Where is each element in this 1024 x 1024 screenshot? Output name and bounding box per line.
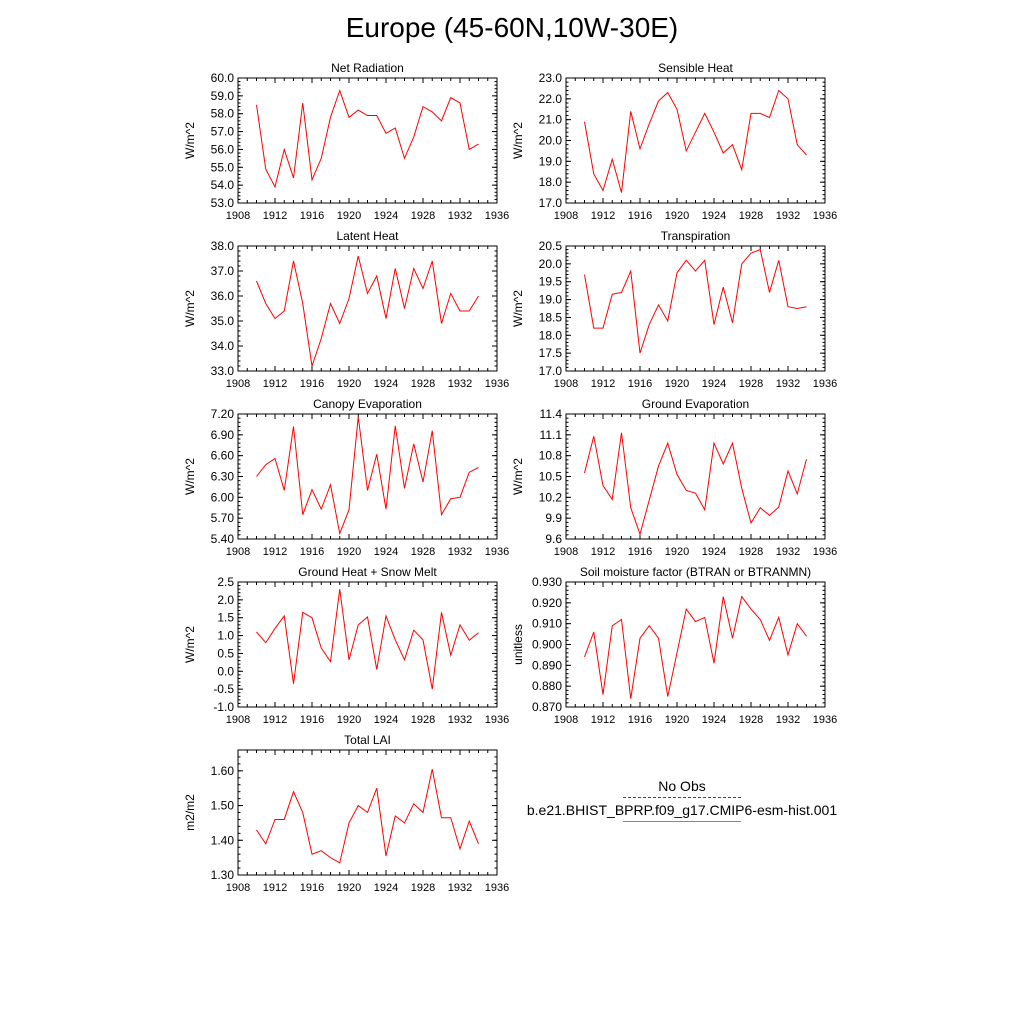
x-tick-label: 1920 bbox=[336, 210, 362, 222]
y-tick-label: 6.90 bbox=[210, 427, 234, 442]
y-tick-label: 1.30 bbox=[210, 868, 234, 882]
y-tick-label: 36.0 bbox=[210, 289, 234, 303]
y-tick-label: 9.9 bbox=[545, 511, 562, 526]
x-tick-label: 1916 bbox=[627, 210, 653, 222]
y-tick-label: 55.0 bbox=[210, 160, 234, 175]
x-tick-label: 1924 bbox=[373, 210, 399, 222]
chart-latent-heat bbox=[183, 229, 509, 390]
x-tick-label: 1912 bbox=[262, 546, 288, 558]
y-tick-label: 0.870 bbox=[531, 700, 562, 714]
chart-sensible-heat bbox=[511, 61, 837, 222]
y-tick-label: 11.1 bbox=[539, 427, 562, 442]
x-tick-label: 1932 bbox=[775, 210, 801, 222]
chart-total-lai bbox=[183, 733, 509, 894]
y-tick-label: 19.0 bbox=[538, 154, 562, 169]
x-tick-label: 1916 bbox=[299, 714, 325, 726]
chart-title: Soil moisture factor (BTRAN or BTRANMN) bbox=[579, 565, 812, 579]
y-tick-label: 0.930 bbox=[531, 575, 562, 589]
legend-model-label: b.e21.BHIST_BPRP.f09_g17.CMIP6-esm-hist.001 bbox=[526, 802, 838, 818]
chart-title: Canopy Evaporation bbox=[313, 397, 422, 411]
x-tick-label: 1924 bbox=[373, 378, 399, 390]
series-line bbox=[585, 250, 807, 354]
y-tick-label: 1.0 bbox=[217, 628, 234, 643]
x-tick-label: 1928 bbox=[738, 546, 764, 558]
legend-model-line bbox=[623, 821, 741, 822]
series-line bbox=[257, 417, 479, 534]
x-tick-label: 1912 bbox=[590, 546, 616, 558]
y-tick-label: 10.5 bbox=[538, 469, 562, 484]
chart-title: Ground Heat + Snow Melt bbox=[298, 565, 437, 579]
series-line bbox=[257, 769, 479, 863]
x-tick-label: 1932 bbox=[447, 882, 473, 894]
y-tick-label: 1.40 bbox=[210, 833, 234, 848]
x-tick-label: 1916 bbox=[627, 546, 653, 558]
y-tick-label: 2.5 bbox=[217, 575, 234, 589]
y-tick-label: 59.0 bbox=[210, 88, 234, 103]
chart-net-radiation bbox=[183, 61, 509, 222]
series-line bbox=[585, 597, 807, 699]
x-tick-label: 1928 bbox=[410, 546, 436, 558]
y-tick-label: 38.0 bbox=[210, 239, 234, 253]
y-tick-label: 6.00 bbox=[210, 490, 234, 505]
x-tick-label: 1928 bbox=[738, 714, 764, 726]
x-tick-label: 1908 bbox=[553, 378, 579, 390]
y-axis-label: W/m^2 bbox=[183, 122, 197, 159]
legend-obs-label: No Obs bbox=[658, 778, 706, 794]
y-axis-label: W/m^2 bbox=[183, 290, 197, 327]
series-line bbox=[257, 256, 479, 366]
y-axis-label: unitless bbox=[511, 624, 525, 665]
x-tick-label: 1924 bbox=[701, 546, 727, 558]
x-tick-label: 1932 bbox=[775, 378, 801, 390]
y-tick-label: 0.890 bbox=[531, 658, 562, 673]
x-tick-label: 1936 bbox=[484, 714, 510, 726]
chart-title: Transpiration bbox=[660, 229, 731, 243]
x-tick-label: 1908 bbox=[553, 210, 579, 222]
x-tick-label: 1920 bbox=[664, 210, 690, 222]
chart-title: Total LAI bbox=[344, 733, 391, 747]
x-tick-label: 1916 bbox=[299, 882, 325, 894]
x-tick-label: 1908 bbox=[225, 882, 251, 894]
x-tick-label: 1936 bbox=[484, 546, 510, 558]
y-tick-label: 1.5 bbox=[217, 610, 234, 625]
y-tick-label: 0.910 bbox=[531, 616, 562, 631]
y-axis-label: W/m^2 bbox=[511, 122, 525, 159]
x-tick-label: 1928 bbox=[410, 210, 436, 222]
y-tick-label: 22.0 bbox=[538, 91, 562, 106]
y-tick-label: 10.8 bbox=[538, 448, 562, 463]
plot-frame bbox=[238, 414, 497, 539]
y-tick-label: 37.0 bbox=[210, 264, 234, 278]
y-tick-label: 6.60 bbox=[210, 448, 234, 463]
y-tick-label: 17.0 bbox=[538, 364, 562, 378]
x-tick-label: 1924 bbox=[701, 378, 727, 390]
chart-ground-heat-snow-melt bbox=[183, 565, 509, 726]
x-tick-label: 1932 bbox=[775, 546, 801, 558]
chart-title: Latent Heat bbox=[336, 229, 399, 243]
x-tick-label: 1912 bbox=[262, 378, 288, 390]
x-tick-label: 1924 bbox=[373, 882, 399, 894]
y-tick-label: 19.0 bbox=[538, 292, 562, 307]
x-tick-label: 1928 bbox=[410, 882, 436, 894]
x-tick-label: 1924 bbox=[701, 210, 727, 222]
x-tick-label: 1916 bbox=[299, 378, 325, 390]
y-tick-label: 5.40 bbox=[210, 532, 234, 546]
y-tick-label: 0.920 bbox=[531, 595, 562, 610]
y-tick-label: 11.4 bbox=[539, 407, 562, 421]
chart-ground-evaporation bbox=[511, 397, 837, 558]
chart-title: Net Radiation bbox=[331, 61, 404, 75]
y-tick-label: 7.20 bbox=[210, 407, 234, 421]
y-tick-label: 5.70 bbox=[210, 511, 234, 526]
y-tick-label: 17.5 bbox=[538, 346, 562, 361]
series-line bbox=[257, 589, 479, 689]
x-tick-label: 1920 bbox=[664, 378, 690, 390]
page-title: Europe (45-60N,10W-30E) bbox=[345, 12, 679, 43]
x-tick-label: 1916 bbox=[627, 378, 653, 390]
x-tick-label: 1920 bbox=[336, 546, 362, 558]
x-tick-label: 1912 bbox=[590, 378, 616, 390]
y-tick-label: 0.0 bbox=[217, 664, 234, 679]
x-tick-label: 1932 bbox=[447, 714, 473, 726]
y-tick-label: 19.5 bbox=[538, 274, 562, 289]
x-tick-label: 1924 bbox=[373, 546, 399, 558]
x-tick-label: 1928 bbox=[738, 210, 764, 222]
x-tick-label: 1932 bbox=[447, 378, 473, 390]
x-tick-label: 1936 bbox=[484, 378, 510, 390]
y-tick-label: 9.6 bbox=[545, 532, 562, 546]
plot-frame bbox=[566, 582, 825, 707]
x-tick-label: 1936 bbox=[812, 546, 838, 558]
y-axis-label: W/m^2 bbox=[183, 626, 197, 663]
y-axis-label: m2/m2 bbox=[183, 794, 197, 831]
y-tick-label: 0.5 bbox=[217, 646, 234, 661]
y-tick-label: 21.0 bbox=[538, 112, 562, 127]
y-tick-label: 2.0 bbox=[217, 592, 234, 607]
x-tick-label: 1908 bbox=[225, 546, 251, 558]
y-tick-label: 35.0 bbox=[210, 314, 234, 328]
y-tick-label: -0.5 bbox=[213, 682, 234, 697]
x-tick-label: 1924 bbox=[373, 714, 399, 726]
x-tick-label: 1912 bbox=[590, 714, 616, 726]
y-tick-label: 10.2 bbox=[538, 490, 562, 505]
y-tick-label: 1.50 bbox=[210, 798, 234, 813]
y-tick-label: 6.30 bbox=[210, 469, 234, 484]
y-tick-label: 34.0 bbox=[210, 339, 234, 353]
x-tick-label: 1908 bbox=[225, 210, 251, 222]
x-tick-label: 1912 bbox=[262, 882, 288, 894]
y-tick-label: 18.0 bbox=[538, 175, 562, 190]
x-tick-label: 1908 bbox=[553, 714, 579, 726]
y-tick-label: 23.0 bbox=[538, 71, 562, 85]
y-tick-label: 57.0 bbox=[210, 124, 234, 139]
x-tick-label: 1912 bbox=[262, 714, 288, 726]
x-tick-label: 1916 bbox=[299, 210, 325, 222]
x-tick-label: 1912 bbox=[262, 210, 288, 222]
y-axis-label: W/m^2 bbox=[511, 458, 525, 495]
x-tick-label: 1932 bbox=[447, 210, 473, 222]
y-axis-label: W/m^2 bbox=[183, 458, 197, 495]
series-line bbox=[585, 91, 807, 193]
y-tick-label: 20.0 bbox=[538, 256, 562, 271]
y-tick-label: 20.5 bbox=[538, 239, 562, 253]
x-tick-label: 1936 bbox=[484, 882, 510, 894]
x-tick-label: 1936 bbox=[484, 210, 510, 222]
x-tick-label: 1936 bbox=[812, 714, 838, 726]
plot-frame bbox=[238, 582, 497, 707]
x-tick-label: 1924 bbox=[701, 714, 727, 726]
x-tick-label: 1936 bbox=[812, 378, 838, 390]
y-tick-label: 58.0 bbox=[210, 106, 234, 121]
x-tick-label: 1908 bbox=[225, 378, 251, 390]
y-tick-label: 54.0 bbox=[210, 178, 234, 193]
legend bbox=[520, 778, 844, 826]
x-tick-label: 1908 bbox=[553, 546, 579, 558]
y-tick-label: 17.0 bbox=[538, 196, 562, 210]
chart-canopy-evaporation bbox=[183, 397, 509, 558]
x-tick-label: 1920 bbox=[664, 714, 690, 726]
y-tick-label: 33.0 bbox=[210, 364, 234, 378]
y-tick-label: 60.0 bbox=[210, 71, 234, 85]
y-tick-label: 20.0 bbox=[538, 133, 562, 148]
y-tick-label: 0.880 bbox=[531, 679, 562, 694]
chart-title: Ground Evaporation bbox=[641, 397, 750, 411]
x-tick-label: 1916 bbox=[627, 714, 653, 726]
x-tick-label: 1932 bbox=[775, 714, 801, 726]
series-line bbox=[585, 433, 807, 534]
chart-transpiration bbox=[511, 229, 837, 390]
y-tick-label: 18.0 bbox=[538, 328, 562, 343]
x-tick-label: 1920 bbox=[664, 546, 690, 558]
y-tick-label: 0.900 bbox=[531, 637, 562, 652]
y-tick-label: 18.5 bbox=[538, 310, 562, 325]
x-tick-label: 1920 bbox=[336, 714, 362, 726]
chart-soil-moisture-factor-btran-or-btranmn bbox=[511, 565, 837, 726]
series-line bbox=[257, 91, 479, 187]
plot-frame bbox=[566, 246, 825, 371]
x-tick-label: 1920 bbox=[336, 882, 362, 894]
x-tick-label: 1936 bbox=[812, 210, 838, 222]
chart-title: Sensible Heat bbox=[658, 61, 733, 75]
y-tick-label: -1.0 bbox=[213, 700, 234, 714]
y-tick-label: 53.0 bbox=[210, 196, 234, 210]
x-tick-label: 1920 bbox=[336, 378, 362, 390]
x-tick-label: 1928 bbox=[410, 714, 436, 726]
y-tick-label: 56.0 bbox=[210, 142, 234, 157]
y-tick-label: 1.60 bbox=[210, 763, 234, 778]
x-tick-label: 1928 bbox=[410, 378, 436, 390]
x-tick-label: 1916 bbox=[299, 546, 325, 558]
plot-frame bbox=[238, 78, 497, 203]
y-axis-label: W/m^2 bbox=[511, 290, 525, 327]
x-tick-label: 1928 bbox=[738, 378, 764, 390]
x-tick-label: 1932 bbox=[447, 546, 473, 558]
x-tick-label: 1912 bbox=[590, 210, 616, 222]
legend-obs-line bbox=[623, 797, 741, 798]
x-tick-label: 1908 bbox=[225, 714, 251, 726]
